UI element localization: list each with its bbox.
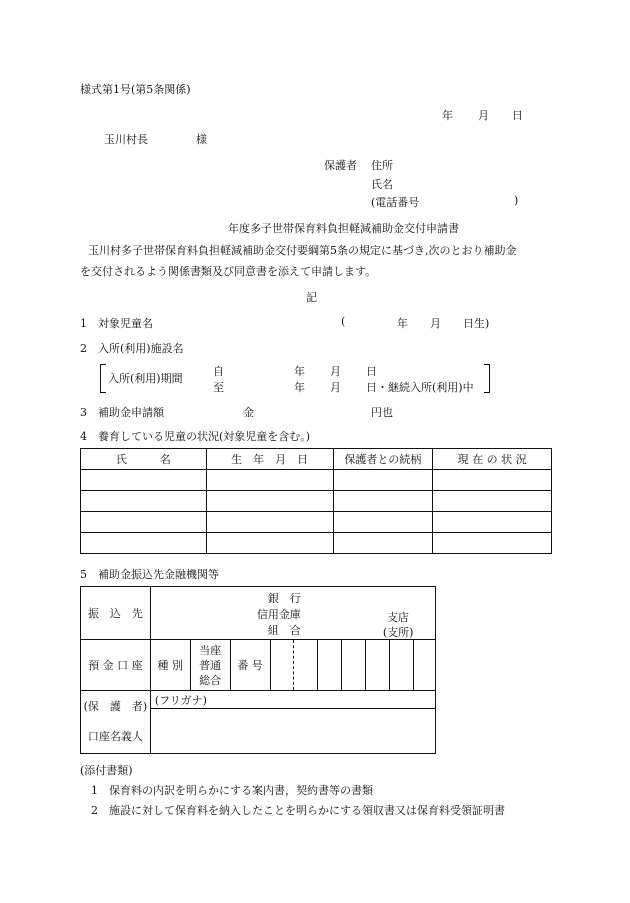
phone-label: (電話番号 (371, 196, 420, 209)
holder-label-cell (81, 691, 151, 754)
cell[interactable] (81, 533, 207, 554)
digit-cell[interactable] (390, 640, 414, 691)
addressee-honorific: 様 (196, 133, 207, 146)
document-title: 年度多子世帯保育料負担軽減補助金交付申請書 (228, 222, 459, 235)
period-from: 自 (213, 365, 224, 378)
table-row (81, 512, 552, 533)
date-year: 年 (442, 109, 453, 122)
shinkin-label: 信用金庫 (256, 608, 301, 621)
children-table (80, 448, 552, 554)
cell[interactable] (81, 491, 207, 512)
header-relationship: 保護者との続柄 (333, 449, 433, 470)
cell[interactable] (206, 512, 333, 533)
item3-kin: 金 (243, 406, 254, 419)
addressee-name: 玉川村長 (104, 133, 148, 146)
intro-line-1: 玉川村多子世帯保育料負担軽減補助金交付要綱第5条の規定に基づき,次のとおり補助金 (88, 244, 517, 257)
type-options[interactable] (190, 640, 230, 691)
cell[interactable] (433, 470, 552, 491)
cell[interactable] (433, 512, 552, 533)
header-name: 氏 名 (81, 449, 207, 470)
period-label: 入所(利用)期間 (108, 372, 183, 385)
item1-label: 1 対象児童名 (80, 317, 153, 330)
date-day: 日 (512, 109, 523, 122)
furikomi-label: 振 込 先 (81, 587, 151, 640)
item2-label: 2 入所(利用)施設名 (80, 342, 184, 355)
cell[interactable] (333, 512, 433, 533)
date-month: 月 (478, 109, 489, 122)
left-bracket (100, 364, 106, 393)
meigi-label: 口座名義人 (87, 730, 143, 743)
cell[interactable] (81, 512, 207, 533)
children-header-row (81, 449, 552, 470)
branch-alt-label: (支所) (382, 626, 414, 639)
cell[interactable] (433, 491, 552, 512)
item1-month: 月 (430, 317, 441, 330)
table-row (81, 491, 552, 512)
digit-cell[interactable] (294, 640, 318, 691)
account-label: 預 金 口 座 (81, 640, 151, 691)
attachments-header: (添付書類) (80, 764, 133, 777)
cell[interactable] (333, 491, 433, 512)
sogo-option[interactable]: 総合 (199, 673, 222, 687)
cell[interactable] (206, 491, 333, 512)
item5-label: 5 補助金振込先金融機関等 (80, 568, 219, 581)
from-year: 年 (294, 365, 305, 378)
cell[interactable] (81, 470, 207, 491)
bank-table (80, 586, 436, 754)
table-row (81, 470, 552, 491)
table-row (81, 533, 552, 554)
digit-cell[interactable] (342, 640, 366, 691)
type-label: 種 別 (150, 640, 190, 691)
to-month: 月 (330, 381, 341, 394)
digit-cell[interactable] (413, 640, 435, 691)
kumiai-label: 組 合 (267, 624, 301, 637)
right-bracket (484, 364, 490, 393)
touza-option[interactable]: 当座 (199, 643, 222, 657)
account-row (81, 640, 436, 691)
to-year: 年 (294, 381, 305, 394)
item1-open: ( (341, 315, 346, 328)
attachment-item-2: 2 施設に対して保育料を納入したことを明らかにする領収書又は保育料受領証明書 (91, 804, 505, 817)
futsu-option[interactable]: 普通 (199, 658, 222, 672)
cell[interactable] (206, 470, 333, 491)
ki-heading: 記 (306, 291, 317, 304)
cell[interactable] (333, 533, 433, 554)
bank-name-cell[interactable] (150, 587, 435, 640)
from-day: 日 (366, 365, 377, 378)
attachment-item-1: 1 保育料の内訳を明らかにする案内書，契約書等の書類 (91, 784, 373, 797)
form-number: 様式第1号(第5条関係) (80, 83, 191, 96)
item3-yen: 円也 (371, 406, 393, 419)
phone-close: ) (514, 194, 519, 207)
from-month: 月 (330, 365, 341, 378)
header-birthdate: 生 年 月 日 (206, 449, 333, 470)
bank-label: 銀 行 (267, 592, 301, 605)
hogosha-label: (保 護 者) (83, 700, 148, 713)
furigana-cell[interactable] (150, 691, 435, 709)
number-label: 番 号 (230, 640, 270, 691)
holder-name-cell[interactable] (150, 709, 435, 754)
branch-label: 支店 (386, 611, 409, 624)
item4-label: 4 養育している児童の状況(対象児童を含む。) (80, 430, 311, 443)
cell[interactable] (206, 533, 333, 554)
item3-label: 3 補助金申請額 (80, 406, 164, 419)
digit-cell[interactable] (318, 640, 342, 691)
furigana-label: (フリガナ) (154, 693, 207, 707)
holder-row-furigana (81, 691, 436, 709)
digit-cell[interactable] (270, 640, 294, 691)
item1-year: 年 (397, 317, 408, 330)
intro-line-2: を交付されるよう関係書類及び同意書を添えて申請します。 (80, 265, 377, 278)
digit-cell[interactable] (366, 640, 390, 691)
period-to: 至 (213, 381, 224, 394)
bank-row (81, 587, 436, 640)
name-label: 氏名 (371, 178, 393, 191)
item1-born: 日生) (463, 317, 490, 330)
address-label: 住所 (371, 159, 393, 172)
header-status: 現 在 の 状 況 (433, 449, 552, 470)
applicant-label: 保護者 (324, 159, 357, 172)
cell[interactable] (433, 533, 552, 554)
cell[interactable] (333, 470, 433, 491)
to-day-continue: 日・継続入所(利用)中 (366, 381, 474, 394)
